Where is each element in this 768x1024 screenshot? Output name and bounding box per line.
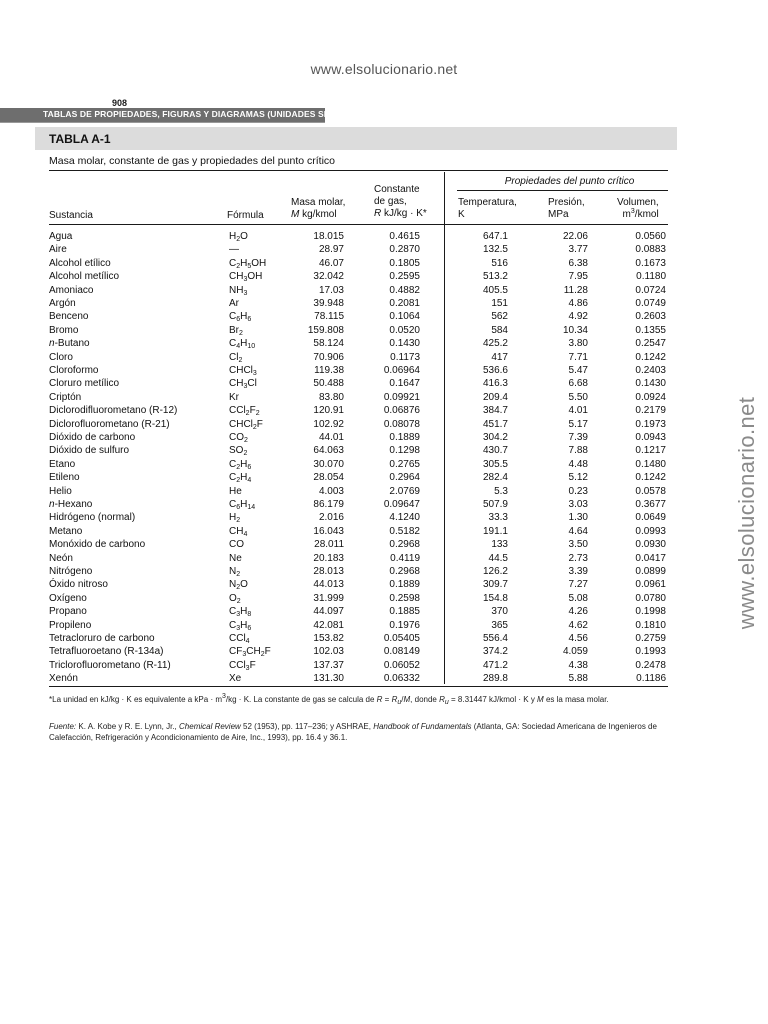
- formula-cell: $NH_3$: [229, 284, 248, 297]
- volume-cell: 0.0749: [635, 298, 666, 309]
- formula-cell: $C_3H_8$: [229, 606, 252, 619]
- volume-cell: 0.1186: [636, 673, 666, 685]
- formula-cell: $C_6H_6$: [229, 311, 252, 324]
- formula-cell: $C_2H_5OH$: [229, 257, 267, 270]
- gas-constant-cell: 0.0520: [389, 324, 420, 336]
- formula-cell: $CCl_2F_2$: [229, 405, 260, 418]
- gas-constant-cell: 0.4615: [389, 231, 420, 242]
- substance-cell: Metano: [49, 525, 83, 537]
- table-row: [0, 632, 768, 645]
- molar-mass-cell: 16.043: [313, 525, 344, 537]
- pressure-cell: 7.39: [568, 432, 588, 443]
- substance-cell: Oxígeno: [49, 592, 87, 604]
- gas-constant-cell: 0.2765: [389, 458, 420, 470]
- molar-mass-cell: 137.37: [313, 659, 344, 671]
- formula-cell: $Cl_2$: [229, 351, 243, 364]
- header-substance: Sustancia: [49, 210, 93, 221]
- table-bottom-rule: [49, 686, 668, 687]
- table-row: [0, 619, 768, 632]
- volume-cell: 0.0649: [635, 512, 666, 524]
- table-row: [0, 310, 768, 323]
- substance-cell: Propano: [49, 606, 87, 618]
- volume-cell: 0.0930: [635, 539, 666, 551]
- pressure-cell: 7.27: [568, 579, 588, 591]
- table-row: [0, 592, 768, 605]
- watermark-url: www.elsolucionario.net: [310, 61, 458, 77]
- volume-cell: 0.0780: [635, 592, 666, 604]
- top-rule: [49, 170, 668, 171]
- volume-cell: 0.0560: [635, 231, 666, 242]
- formula-cell: $CO_2$: [229, 432, 248, 444]
- volume-cell: 0.1242: [635, 351, 666, 363]
- molar-mass-cell: 28.011: [314, 539, 344, 551]
- pressure-cell: 4.38: [568, 659, 588, 671]
- gas-constant-cell: 0.5182: [389, 525, 420, 537]
- substance-cell: Tetracloruro de carbono: [49, 633, 155, 644]
- table-row: [0, 645, 768, 658]
- gas-constant-cell: 0.2598: [389, 592, 420, 604]
- volume-cell: 0.0883: [635, 244, 666, 256]
- gas-constant-cell: 0.06052: [383, 659, 420, 671]
- gas-constant-cell: 0.06332: [383, 673, 420, 685]
- molar-mass-cell: 83.80: [318, 391, 344, 403]
- table-row: [0, 297, 768, 310]
- temperature-cell: 209.4: [482, 391, 508, 403]
- volume-cell: 0.1430: [635, 378, 666, 390]
- substance-cell: Etileno: [49, 472, 80, 484]
- formula-cell: He: [229, 485, 242, 497]
- gas-constant-cell: 0.1805: [389, 257, 420, 269]
- temperature-cell: 33.3: [488, 512, 508, 524]
- pressure-cell: 4.92: [568, 311, 588, 323]
- volume-cell: 0.1242: [635, 472, 666, 484]
- molar-mass-cell: 28.054: [313, 472, 344, 484]
- gas-constant-cell: 0.1889: [389, 432, 420, 443]
- table-row: [0, 337, 768, 350]
- volume-cell: 0.0961: [635, 579, 666, 591]
- substance-cell: Amoniaco: [49, 284, 94, 296]
- header-rule: [0, 122, 325, 123]
- temperature-cell: 416.3: [482, 378, 508, 390]
- temperature-cell: 44.5: [488, 552, 508, 564]
- temperature-cell: 536.6: [482, 365, 508, 376]
- molar-mass-cell: 18.015: [313, 231, 344, 242]
- pressure-cell: 4.48: [568, 458, 588, 470]
- molar-mass-cell: 42.081: [313, 619, 344, 631]
- pressure-cell: 7.71: [568, 351, 588, 363]
- pressure-cell: 6.68: [568, 378, 588, 390]
- pressure-cell: 4.26: [568, 606, 588, 618]
- table-row: [0, 351, 768, 364]
- pressure-cell: 5.17: [568, 418, 588, 430]
- molar-mass-cell: 39.948: [313, 298, 344, 309]
- temperature-cell: 370: [491, 606, 508, 618]
- table-row: [0, 324, 768, 337]
- formula-cell: CHCl$_2$F: [229, 418, 263, 431]
- gas-constant-cell: 0.1173: [390, 351, 420, 363]
- substance-cell: Alcohol etílico: [49, 257, 111, 269]
- temperature-cell: 305.5: [482, 458, 508, 470]
- table-caption: Masa molar, constante de gas y propiedades del punto crítico: [49, 155, 336, 167]
- molar-mass-cell: 46.07: [318, 257, 344, 269]
- table-row: [0, 498, 768, 511]
- page-number: 908: [112, 98, 128, 108]
- substance-cell: n-Butano: [49, 338, 90, 350]
- molar-mass-cell: 17.03: [318, 284, 344, 296]
- volume-cell: 0.0993: [635, 525, 666, 537]
- pressure-cell: 22.06: [562, 231, 588, 242]
- pressure-cell: 3.39: [568, 566, 588, 577]
- formula-cell: Xe: [229, 673, 242, 685]
- gas-constant-cell: 0.2870: [389, 244, 420, 256]
- formula-cell: Ar: [229, 298, 239, 309]
- substance-cell: Monóxido de carbono: [49, 539, 146, 551]
- gas-constant-cell: 0.08078: [383, 418, 420, 430]
- footnote-units: *La unidad en kJ/kg · K es equivalente a kPa · $m^3/kg \cdot K$. La constante de gas se calcula de $R = R_u/M$, donde $R_u = 8.31447$ kJ/kmol · K y M es la masa molar.: [49, 693, 609, 706]
- substance-cell: Helio: [49, 485, 72, 497]
- formula-cell: $N_2O$: [229, 579, 248, 592]
- table-row: [0, 243, 768, 256]
- pressure-cell: 0.23: [568, 485, 588, 497]
- temperature-cell: 556.4: [482, 633, 508, 644]
- table-row: [0, 511, 768, 524]
- temperature-cell: 309.7: [482, 579, 508, 591]
- pressure-cell: 4.62: [568, 619, 588, 631]
- molar-mass-cell: 102.92: [313, 418, 344, 430]
- volume-cell: 0.2759: [635, 633, 666, 644]
- temperature-cell: 471.2: [482, 659, 508, 671]
- table-title: TABLA A-1: [49, 132, 111, 146]
- table-row: [0, 672, 768, 685]
- table-row: [0, 525, 768, 538]
- pressure-cell: 6.38: [568, 257, 588, 269]
- table-row: [0, 364, 768, 377]
- molar-mass-cell: 78.115: [314, 311, 344, 323]
- gas-constant-cell: 0.09647: [383, 499, 420, 510]
- header-pressure: Presión, MPa: [548, 197, 585, 220]
- header-volume: Volumen, $m^3$/kmol: [617, 197, 659, 220]
- formula-cell: CHCl$_3$: [229, 365, 257, 377]
- table-row: [0, 605, 768, 618]
- temperature-cell: 384.7: [482, 405, 508, 417]
- table-row: [0, 377, 768, 390]
- formula-cell: CO: [229, 539, 244, 551]
- temperature-cell: 417: [491, 351, 508, 363]
- temperature-cell: 133: [491, 539, 508, 551]
- header-temperature: Temperatura, K: [458, 197, 517, 220]
- temperature-cell: 562: [491, 311, 508, 323]
- temperature-cell: 365: [491, 619, 508, 631]
- table-row: [0, 418, 768, 431]
- pressure-cell: 4.86: [568, 298, 588, 309]
- formula-cell: $C_6H_{14}$: [229, 499, 256, 511]
- formula-cell: $H_2$: [229, 512, 241, 525]
- table-row: [0, 458, 768, 471]
- pressure-cell: 2.73: [568, 552, 588, 564]
- pressure-cell: 5.50: [568, 391, 588, 403]
- molar-mass-cell: 44.01: [318, 432, 344, 443]
- molar-mass-cell: 153.82: [313, 633, 344, 644]
- volume-cell: 0.1973: [635, 418, 666, 430]
- pressure-cell: 1.30: [568, 512, 588, 524]
- substance-cell: Cloruro metílico: [49, 378, 120, 390]
- substance-cell: n-Hexano: [49, 499, 93, 510]
- molar-mass-cell: 131.30: [313, 673, 344, 685]
- molar-mass-cell: 70.906: [313, 351, 344, 363]
- formula-cell: $C_2H_4$: [229, 472, 252, 485]
- temperature-cell: 374.2: [482, 646, 508, 658]
- gas-constant-cell: 0.4882: [389, 284, 420, 296]
- molar-mass-cell: 50.488: [313, 378, 344, 390]
- formula-cell: CCl$_3$F: [229, 659, 256, 672]
- pressure-cell: 11.28: [563, 284, 588, 296]
- substance-cell: Cloroformo: [49, 365, 99, 376]
- molar-mass-cell: 32.042: [313, 271, 344, 283]
- volume-cell: 0.2478: [635, 659, 666, 671]
- footnote-source: Fuente: K. A. Kobe y R. E. Lynn, Jr., Chemical Review 52 (1953), pp. 117–236; y ASHRAE, Handbook of Fundamentals (Atlanta, GA: Sociedad Americana de Ingenieros de Calefacción, Refrigeración y Acondicionamiento de Aire, Inc., 1993), pp. 16.4 y 36.1.: [49, 722, 657, 742]
- gas-constant-cell: 0.2968: [389, 566, 420, 577]
- molar-mass-cell: 120.91: [313, 405, 344, 417]
- gas-constant-cell: 0.1889: [389, 579, 420, 591]
- substance-cell: Argón: [49, 298, 76, 309]
- gas-constant-cell: 0.1885: [389, 606, 420, 618]
- substance-cell: Dióxido de carbono: [49, 432, 136, 443]
- table-row: [0, 538, 768, 551]
- substance-cell: Criptón: [49, 391, 82, 403]
- molar-mass-cell: 58.124: [313, 338, 344, 350]
- temperature-cell: 430.7: [482, 445, 508, 457]
- substance-cell: Cloro: [49, 351, 73, 363]
- pressure-cell: 5.88: [568, 673, 588, 685]
- volume-cell: 0.1998: [635, 606, 666, 618]
- gas-constant-cell: 0.09921: [383, 391, 420, 403]
- table-row: [0, 444, 768, 457]
- table-row: [0, 284, 768, 297]
- formula-cell: $N_2$: [229, 566, 241, 578]
- pressure-cell: 3.50: [568, 539, 588, 551]
- pressure-cell: 3.03: [568, 499, 588, 510]
- gas-constant-cell: 0.1430: [389, 338, 420, 350]
- table-row: [0, 391, 768, 404]
- pressure-cell: 3.80: [568, 338, 588, 350]
- header-gas-constant: Constante de gas, R kJ/kg · K*: [374, 184, 427, 219]
- formula-cell: $CH_3Cl$: [229, 378, 257, 391]
- substance-cell: Alcohol metílico: [49, 271, 120, 283]
- formula-cell: $H_2O$: [229, 231, 248, 243]
- formula-cell: Kr: [229, 391, 239, 403]
- temperature-cell: 191.1: [482, 525, 508, 537]
- formula-cell: $SO_2$: [229, 445, 248, 458]
- gas-constant-cell: 0.2081: [389, 298, 420, 309]
- substance-cell: Xenón: [49, 673, 78, 685]
- temperature-cell: 5.3: [494, 485, 508, 497]
- temperature-cell: 289.8: [482, 673, 508, 685]
- formula-cell: $CH_4$: [229, 525, 248, 538]
- formula-cell: $Br_2$: [229, 324, 243, 337]
- pressure-cell: 5.12: [568, 472, 588, 484]
- molar-mass-cell: 28.013: [313, 566, 344, 577]
- pressure-cell: 10.34: [562, 324, 588, 336]
- molar-mass-cell: 4.003: [318, 485, 344, 497]
- formula-cell: CCl$_4$: [229, 633, 250, 645]
- pressure-cell: 4.56: [568, 633, 588, 644]
- volume-cell: 0.0578: [635, 485, 666, 497]
- temperature-cell: 126.2: [482, 566, 508, 577]
- header-bottom-rule: [49, 224, 668, 225]
- temperature-cell: 584: [491, 324, 508, 336]
- gas-constant-cell: 0.08149: [383, 646, 420, 658]
- formula-cell: $C_3H_6$: [229, 619, 252, 632]
- substance-cell: Óxido nitroso: [49, 579, 108, 591]
- temperature-cell: 425.2: [482, 338, 508, 350]
- substance-cell: Aire: [49, 244, 67, 256]
- pressure-cell: 4.64: [568, 525, 588, 537]
- volume-cell: 0.0724: [635, 284, 666, 296]
- table-row: [0, 565, 768, 578]
- pressure-cell: 3.77: [568, 244, 588, 256]
- volume-cell: 0.1355: [635, 324, 666, 336]
- gas-constant-cell: 0.4119: [390, 552, 420, 564]
- table-row: [0, 257, 768, 270]
- formula-cell: $O_2$: [229, 592, 241, 605]
- temperature-cell: 516: [491, 257, 508, 269]
- temperature-cell: 132.5: [482, 244, 508, 256]
- gas-constant-cell: 0.2968: [389, 539, 420, 551]
- pressure-cell: 5.47: [568, 365, 588, 376]
- temperature-cell: 151: [491, 298, 508, 309]
- molar-mass-cell: 20.183: [313, 552, 344, 564]
- gas-constant-cell: 0.06964: [383, 365, 420, 376]
- gas-constant-cell: 0.1647: [389, 378, 420, 390]
- volume-cell: 0.0943: [635, 432, 666, 443]
- gas-constant-cell: 0.1976: [389, 619, 420, 631]
- formula-cell: $C_2H_6$: [229, 458, 252, 471]
- formula-cell: $CH_3OH$: [229, 271, 263, 284]
- pressure-cell: 5.08: [568, 592, 588, 604]
- table-row: [0, 270, 768, 283]
- molar-mass-cell: 44.097: [313, 606, 344, 618]
- volume-cell: 0.3677: [635, 499, 666, 510]
- molar-mass-cell: 44.013: [313, 579, 344, 591]
- gas-constant-cell: 0.06876: [383, 405, 420, 417]
- volume-cell: 0.1480: [635, 458, 666, 470]
- gas-constant-cell: 4.1240: [389, 512, 420, 524]
- substance-cell: Diclorofluorometano (R-21): [49, 418, 170, 430]
- substance-cell: Propileno: [49, 619, 92, 631]
- temperature-cell: 282.4: [482, 472, 508, 484]
- gas-constant-cell: 0.2595: [389, 271, 420, 283]
- temperature-cell: 154.8: [482, 592, 508, 604]
- table-row: [0, 485, 768, 498]
- substance-cell: Diclorodifluorometano (R-12): [49, 405, 178, 417]
- volume-cell: 0.2403: [635, 365, 666, 376]
- substance-cell: Agua: [49, 231, 73, 242]
- table-title-band: [35, 127, 677, 150]
- substance-cell: Dióxido de sulfuro: [49, 445, 130, 457]
- table-row: [0, 659, 768, 672]
- molar-mass-cell: 30.070: [313, 458, 344, 470]
- pressure-cell: 7.95: [568, 271, 588, 283]
- temperature-cell: 405.5: [482, 284, 508, 296]
- substance-cell: Neón: [49, 552, 73, 564]
- gas-constant-cell: 0.2964: [389, 472, 420, 484]
- molar-mass-cell: 86.179: [313, 499, 344, 510]
- volume-cell: 0.0417: [635, 552, 666, 564]
- substance-cell: Nitrógeno: [49, 566, 93, 577]
- volume-cell: 0.1673: [635, 257, 666, 269]
- gas-constant-cell: 2.0769: [389, 485, 420, 497]
- temperature-cell: 647.1: [482, 231, 508, 242]
- volume-cell: 0.0899: [635, 566, 666, 577]
- volume-cell: 0.1993: [635, 646, 666, 658]
- molar-mass-cell: 31.999: [313, 592, 344, 604]
- formula-cell: $C_4H_{10}$: [229, 338, 256, 351]
- substance-cell: Hidrógeno (normal): [49, 512, 136, 524]
- substance-cell: Bromo: [49, 324, 79, 336]
- volume-cell: 0.1180: [636, 271, 666, 283]
- volume-cell: 0.2603: [635, 311, 666, 323]
- formula-cell: $CF_3CH_2F$: [229, 646, 271, 659]
- molar-mass-cell: 64.063: [313, 445, 344, 457]
- molar-mass-cell: 102.03: [313, 646, 344, 658]
- substance-cell: Triclorofluorometano (R-11): [49, 659, 171, 671]
- table-row: [0, 552, 768, 565]
- pressure-cell: 4.01: [568, 405, 588, 417]
- pressure-cell: 7.88: [568, 445, 588, 457]
- volume-cell: 0.2179: [635, 405, 666, 417]
- temperature-cell: 513.2: [482, 271, 508, 283]
- gas-constant-cell: 0.05405: [383, 633, 420, 644]
- volume-cell: 0.1810: [635, 619, 666, 631]
- watermark-side: www.elsolucionario.net: [734, 396, 759, 630]
- table-row: [0, 431, 768, 444]
- table-row: [0, 404, 768, 417]
- volume-cell: 0.1217: [635, 445, 666, 457]
- substance-cell: Tetrafluoroetano (R-134a): [49, 646, 164, 658]
- volume-cell: 0.2547: [635, 338, 666, 350]
- header-formula: Fórmula: [227, 210, 264, 221]
- formula-cell: —: [229, 244, 239, 256]
- volume-cell: 0.0924: [635, 391, 666, 403]
- substance-cell: Etano: [49, 458, 76, 470]
- running-header: TABLAS DE PROPIEDADES, FIGURAS Y DIAGRAMAS (UNIDADES SI): [0, 108, 325, 122]
- temperature-cell: 304.2: [482, 432, 508, 443]
- critical-group-rule: [457, 190, 668, 191]
- molar-mass-cell: 119.38: [314, 365, 344, 376]
- formula-cell: Ne: [229, 552, 242, 564]
- table-row: [0, 230, 768, 243]
- temperature-cell: 507.9: [482, 499, 508, 510]
- table-row: [0, 471, 768, 484]
- critical-properties-heading: Propiedades del punto crítico: [504, 176, 635, 187]
- molar-mass-cell: 28.97: [318, 244, 344, 256]
- gas-constant-cell: 0.1064: [389, 311, 420, 323]
- molar-mass-cell: 159.808: [307, 324, 344, 336]
- temperature-cell: 451.7: [482, 418, 508, 430]
- pressure-cell: 4.059: [562, 646, 588, 658]
- gas-constant-cell: 0.1298: [389, 445, 420, 457]
- substance-cell: Benceno: [49, 311, 89, 323]
- table-row: [0, 578, 768, 591]
- molar-mass-cell: 2.016: [318, 512, 344, 524]
- header-molar-mass: Masa molar, M kg/kmol: [291, 197, 346, 220]
